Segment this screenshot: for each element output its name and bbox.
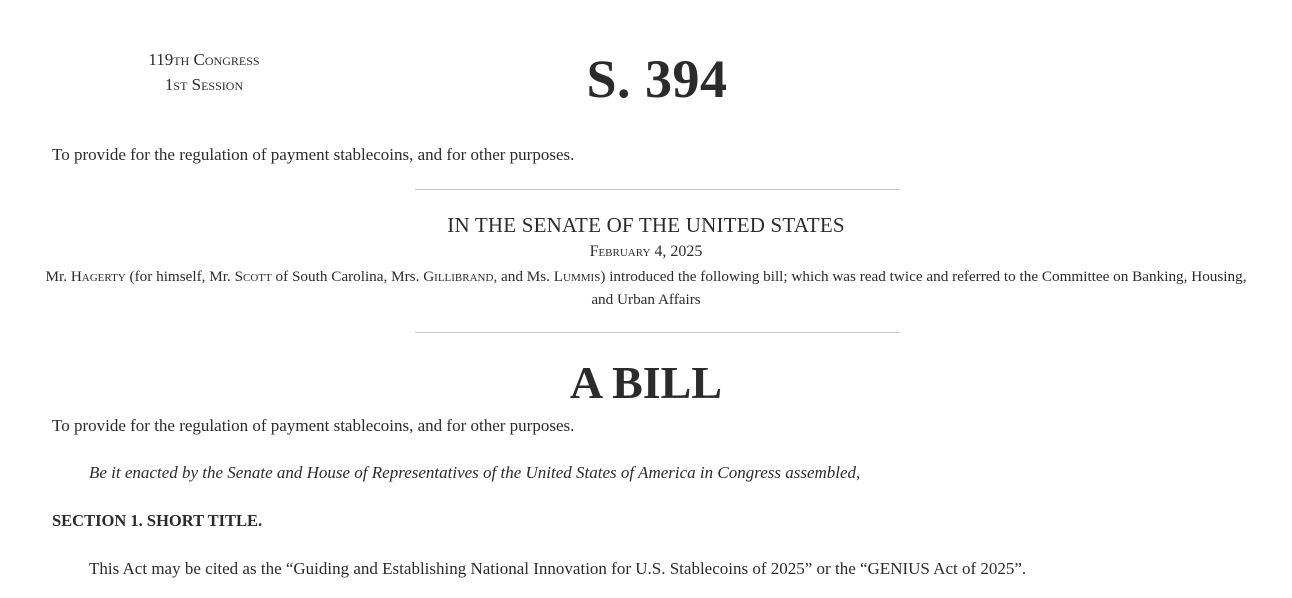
intro-text-4: ) introduced the following bill; which was read twice and referred to the Committee on Banking, Housing, and Urban Affairs xyxy=(591,268,1247,308)
chamber-heading: IN THE SENATE OF THE UNITED STATES xyxy=(447,213,845,237)
congress-session-block xyxy=(104,47,304,97)
session-number: 1st Session xyxy=(164,75,244,94)
cosponsor-name: Lummis xyxy=(553,268,601,285)
intro-text-3: , and Ms. xyxy=(493,268,554,285)
introduction-statement xyxy=(36,266,1256,311)
bill-purpose-summary: To provide for the regulation of payment stablecoins, and for other purposes. xyxy=(52,145,575,164)
intro-text-2: of South Carolina, Mrs. xyxy=(271,268,424,285)
intro-prefix: Mr. xyxy=(45,268,71,285)
introduction-date: February 4, 2025 xyxy=(589,243,703,260)
sponsor-name: Hagerty xyxy=(70,268,126,285)
section-1-heading: SECTION 1. SHORT TITLE. xyxy=(52,511,263,530)
intro-text-1: (for himself, Mr. xyxy=(125,268,235,285)
enacting-clause: Be it enacted by the Senate and House of Representatives of the United States of America in Congress assembled, xyxy=(89,463,861,482)
cosponsor-name: Scott xyxy=(234,268,272,285)
congress-number: 119th Congress xyxy=(148,50,260,69)
divider-top xyxy=(415,189,900,190)
divider-bottom xyxy=(415,332,900,333)
bill-purpose-long-title: To provide for the regulation of payment stablecoins, and for other purposes. xyxy=(52,416,575,435)
cosponsor-name: Gillibrand xyxy=(423,268,494,285)
section-1-text: This Act may be cited as the “Guiding and Establishing National Innovation for U.S. Stablecoins of 2025” or the “GENIUS Act of 2025”. xyxy=(89,559,1027,578)
bill-number: S. 394 xyxy=(586,49,728,109)
bill-heading: A BILL xyxy=(569,357,723,408)
